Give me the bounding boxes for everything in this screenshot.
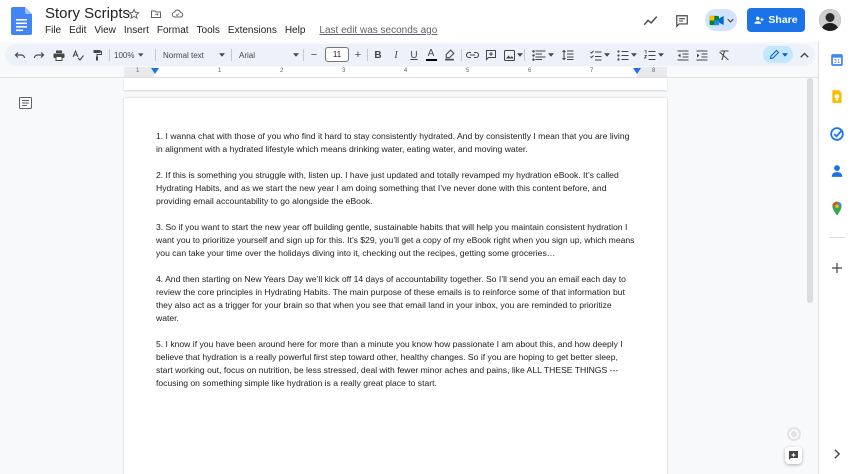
align-left-icon[interactable] — [533, 47, 555, 63]
maps-icon[interactable] — [829, 200, 845, 216]
ruler-area — [0, 66, 820, 78]
document-outline-icon[interactable] — [19, 96, 32, 108]
font-select[interactable] — [239, 47, 299, 63]
collapse-menus-icon[interactable] — [798, 47, 810, 63]
left-indent-marker-icon[interactable] — [151, 68, 159, 74]
avatar[interactable] — [819, 9, 841, 31]
add-addon-icon[interactable] — [829, 260, 845, 276]
svg-text:31: 31 — [833, 58, 841, 65]
menu-view[interactable]: View — [94, 25, 116, 36]
keep-icon[interactable] — [829, 88, 845, 104]
last-edit-link[interactable]: Last edit was seconds ago — [319, 25, 438, 36]
checklist-icon[interactable] — [588, 47, 612, 63]
clear-formatting-icon[interactable] — [717, 47, 731, 63]
ruler-number: 1 — [218, 68, 222, 74]
menu-format[interactable]: Format — [156, 25, 189, 36]
print-icon[interactable] — [52, 47, 66, 63]
spellcheck-icon[interactable] — [71, 47, 85, 63]
pencil-icon — [769, 49, 780, 60]
increase-font-size-button[interactable]: + — [354, 49, 362, 61]
chevron-down-icon — [631, 53, 637, 57]
bulleted-list-icon[interactable] — [615, 47, 639, 63]
numbered-list-icon[interactable] — [642, 47, 666, 63]
explore-button[interactable] — [785, 447, 802, 464]
menu-extensions[interactable]: Extensions — [227, 25, 277, 36]
app-header — [0, 0, 854, 42]
ruler-number: 4 — [404, 68, 408, 74]
document-canvas — [0, 78, 818, 474]
scroll-thumb[interactable] — [807, 78, 813, 303]
ruler-number: 1 — [136, 68, 140, 74]
share-label: Share — [768, 14, 798, 26]
underline-button[interactable]: U — [410, 49, 418, 61]
paragraph: 2. If this is something you struggle with, listen up. I have just updated and totally revamped my hydration eBook. It’s called Hydrating Habits, and as we start the new year I am doing something that I’ve never done with this content before, and providing email accountability to go alongside the eBook. — [156, 170, 619, 206]
grammarly-icon[interactable] — [787, 427, 801, 441]
ruler-number: 7 — [590, 68, 594, 74]
menu-insert[interactable]: Insert — [123, 25, 149, 36]
insert-link-icon[interactable] — [465, 47, 479, 63]
chevron-down-icon — [293, 53, 299, 57]
ruler-number: 5 — [466, 68, 470, 74]
paragraph: 5. I know if you have been around here for more than a minute you know how passionate I am about this, and how deeply I believe that hydration is a really powerful first step toward other, healthy changes. So if you are hoping to get better sleep, start working out, focus on nutrition, be less stressed, deal with fewer minor aches and pains, like ALL THESE THINGS --- focusing on something simple like hydration is a really great place to start. — [156, 339, 623, 388]
increase-indent-icon[interactable] — [695, 47, 709, 63]
ruler-number: 6 — [528, 68, 532, 74]
document-page[interactable] — [124, 98, 667, 474]
undo-icon[interactable] — [13, 47, 27, 63]
document-body[interactable] — [156, 130, 636, 403]
ruler-number: 8 — [652, 68, 656, 74]
text-color-button[interactable] — [424, 47, 438, 63]
highlight-color-icon[interactable] — [442, 47, 456, 63]
style-value: Normal text — [163, 50, 204, 60]
ruler[interactable] — [124, 67, 667, 77]
line-spacing-icon[interactable] — [561, 47, 575, 63]
text-color-letter: A — [427, 48, 435, 59]
chevron-down-icon — [658, 53, 664, 57]
zoom-select[interactable] — [114, 47, 144, 63]
redo-icon[interactable] — [32, 47, 46, 63]
menu-help[interactable]: Help — [284, 25, 306, 36]
vertical-scrollbar[interactable] — [806, 78, 814, 378]
document-title[interactable]: Story Scripts — [45, 5, 131, 22]
chevron-down-icon — [219, 53, 225, 57]
calendar-icon[interactable] — [829, 52, 845, 68]
menu-edit[interactable]: Edit — [69, 25, 87, 36]
tasks-icon[interactable] — [829, 126, 845, 142]
font-size-input[interactable]: 11 — [325, 47, 349, 62]
insert-image-icon[interactable] — [502, 47, 524, 63]
share-button[interactable] — [747, 8, 805, 32]
style-select[interactable] — [163, 47, 225, 63]
chevron-down-icon — [138, 53, 144, 57]
chevron-down-icon — [604, 53, 610, 57]
paragraph: 4. And then starting on New Years Day we’ll kick off 14 days of accountability together. So I’ll send you an email each day to review the core principles in Hydrating Habits. The main purpose of these emails is to reinforce some of that information but they also act as a trigger for your brain so that when you see that email land in your inbox, you are reminded to prioritize water. — [156, 274, 626, 323]
decrease-indent-icon[interactable] — [676, 47, 690, 63]
paragraph: 1. I wanna chat with those of you who find it hard to stay consistently hydrated. And by consistently I mean that you are living in alignment with a hydrated lifestyle which means drinking water, eating water, and moving water. — [156, 131, 630, 154]
paragraph: 3. So if you want to start the new year off building gentle, sustainable habits that will help you maintain consistent hydration I want you to prioritize yourself and sign up for this. It’s $29, you’ll get a copy of my eBook right when you sign up, which means you can take your time over the holidays diving into it, checking out the recipes, getting some groceries… — [156, 222, 635, 258]
formatting-toolbar — [5, 44, 815, 66]
italic-button[interactable]: I — [394, 49, 398, 61]
comment-history-icon[interactable] — [673, 8, 691, 34]
chevron-down-icon — [548, 53, 554, 57]
menu-bar — [45, 25, 441, 36]
font-value: Arial — [239, 50, 256, 60]
meet-call-button[interactable] — [705, 9, 737, 31]
side-panel — [818, 42, 854, 474]
explore-icon — [788, 450, 799, 461]
text-color-swatch — [426, 59, 437, 61]
paint-format-icon[interactable] — [90, 47, 104, 63]
decrease-font-size-button[interactable]: − — [310, 49, 318, 61]
zoom-value: 100% — [114, 50, 135, 60]
chevron-down-icon — [782, 53, 788, 57]
chevron-down-icon — [727, 17, 734, 24]
menu-file[interactable]: File — [45, 25, 62, 36]
previous-page-edge — [124, 78, 667, 90]
add-comment-icon[interactable] — [484, 47, 498, 63]
docs-logo-icon[interactable] — [11, 7, 32, 35]
chevron-down-icon — [517, 53, 523, 57]
cloud-saved-icon[interactable] — [170, 6, 185, 21]
editing-mode-button[interactable] — [763, 46, 793, 63]
chevron-right-icon[interactable] — [829, 446, 845, 462]
contacts-icon[interactable] — [829, 163, 845, 179]
add-person-icon — [754, 15, 764, 25]
ruler-number: 3 — [342, 68, 346, 74]
bold-button[interactable]: B — [374, 49, 382, 61]
ruler-number: 2 — [280, 68, 284, 74]
right-indent-marker-icon[interactable] — [633, 68, 641, 74]
activity-dashboard-icon[interactable] — [641, 8, 659, 34]
menu-tools[interactable]: Tools — [196, 25, 220, 36]
star-icon[interactable] — [126, 6, 141, 21]
move-folder-icon[interactable] — [148, 6, 163, 21]
